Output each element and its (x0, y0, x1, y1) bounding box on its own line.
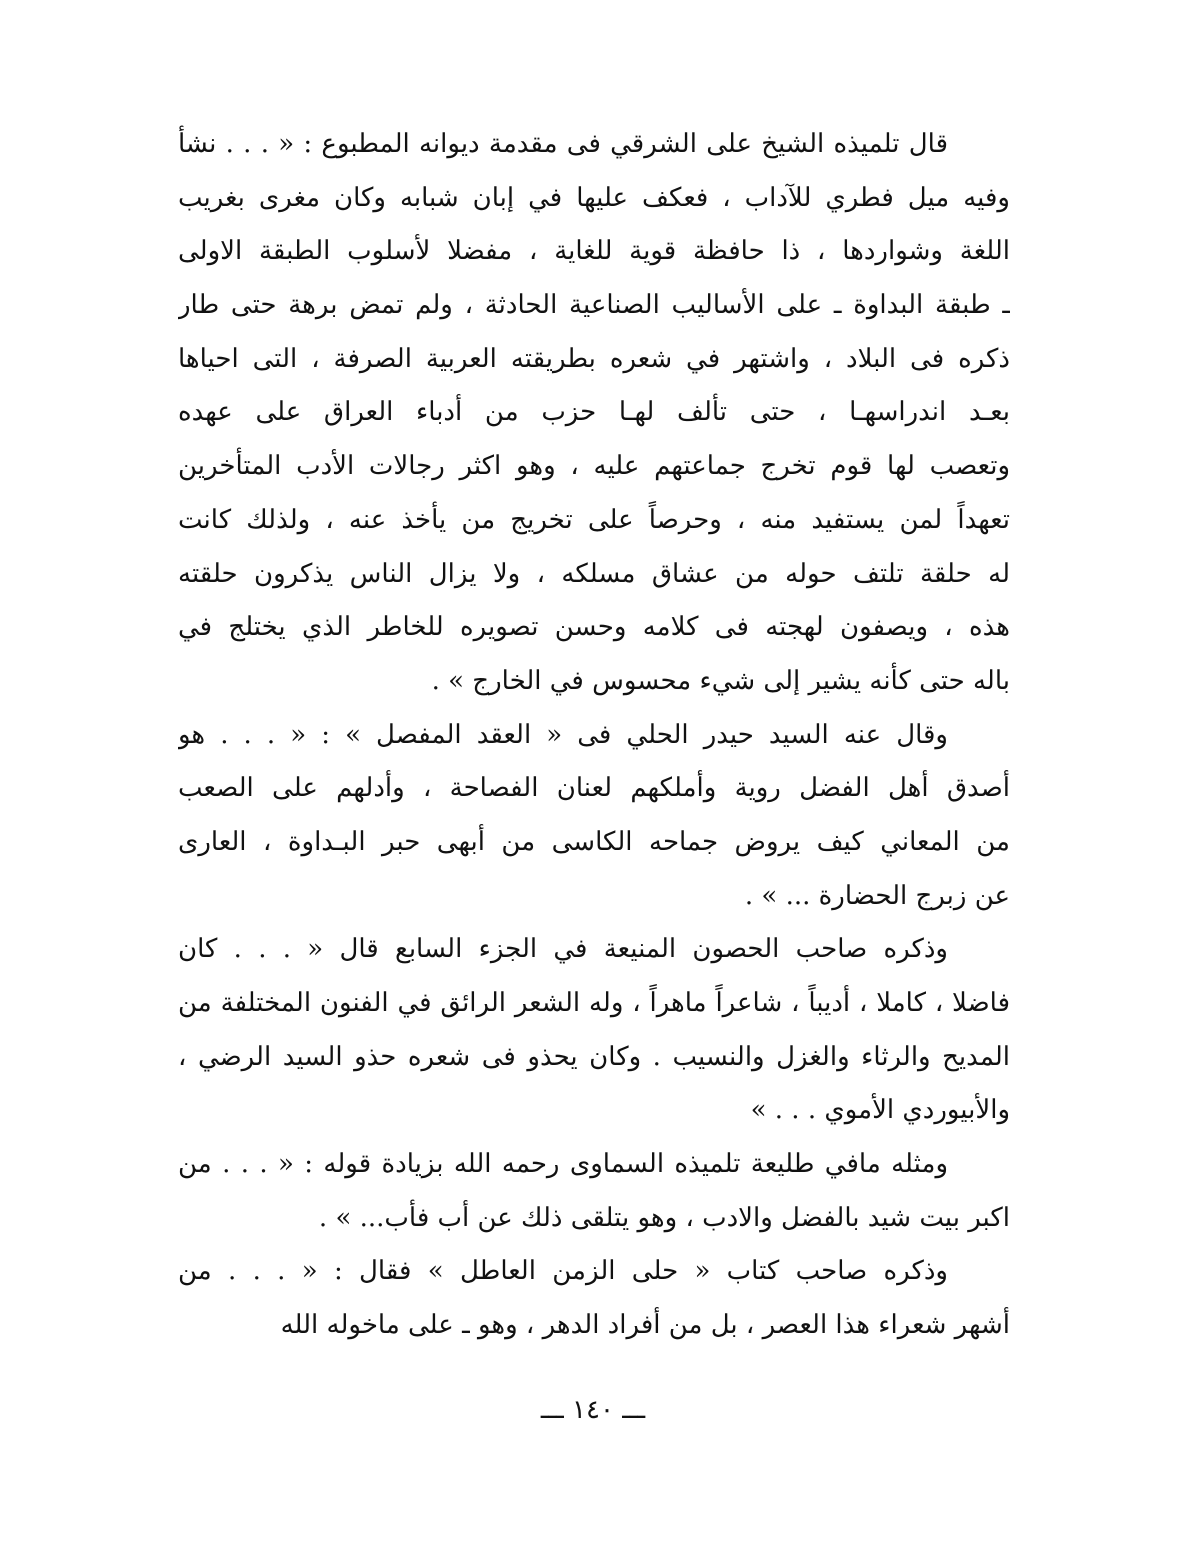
text-line: من المعاني كيف يروض جماحه الكاسى من أبهى حبر البـداوة ، العارى (178, 826, 1010, 857)
text-line: له حلقة تلتف حوله من عشاق مسلكه ، ولا يزال الناس يذكرون حلقته (178, 558, 1010, 589)
text-line: ومثله مافي طليعة تلميذه السماوى رحمه الله بزيادة قوله : « . . . من (178, 1149, 948, 1180)
text-line: ذكره فى البلاد ، واشتهر في شعره بطريقته العربية الصرفة ، التى احياها (178, 343, 1010, 374)
text-line: وفيه ميل فطري للآداب ، فعكف عليها في إبان شبابه وكان مغرى بغريب (178, 182, 1010, 213)
text-line: وذكره صاحب الحصون المنيعة في الجزء السابع قال « . . . كان (178, 934, 948, 965)
text-line: اللغة وشواردها ، ذا حافظة قوية للغاية ، مفضلا لأسلوب الطبقة الاولى (178, 236, 1010, 267)
text-line: وتعصب لها قوم تخرج جماعتهم عليه ، وهو اكثر رجالات الأدب المتأخرين (178, 451, 1010, 482)
page-number: ـــ ١٤٠ ـــ (540, 1395, 646, 1425)
body-text (178, 118, 1010, 1353)
text-line: هذه ، ويصفون لهجته فى كلامه وحسن تصويره للخاطر الذي يختلج في (178, 612, 1010, 643)
text-line: تعهداً لمن يستفيد منه ، وحرصاً على تخريج من يأخذ عنه ، ولذلك كانت (178, 504, 1010, 535)
text-line: المديح والرثاء والغزل والنسيب . وكان يحذو فى شعره حذو السيد الرضي ، (178, 1041, 1010, 1072)
text-line: عن زبرج الحضارة ... » . (744, 880, 1010, 911)
text-line: والأبيوردي الأموي . . . » (750, 1095, 1010, 1126)
text-line: وذكره صاحب كتاب « حلى الزمن العاطل » فقال : « . . . من (178, 1256, 948, 1287)
text-line: وقال عنه السيد حيدر الحلي فى « العقد المفصل » : « . . . هو (178, 719, 948, 750)
text-line: ـ طبقة البداوة ـ على الأساليب الصناعية الحادثة ، ولم تمض برهة حتى طار (178, 290, 1010, 321)
text-line: أصدق أهل الفضل روية وأملكهم لعنان الفصاحة ، وأدلهم على الصعب (178, 773, 1010, 804)
text-line: فاضلا ، كاملا ، أديباً ، شاعراً ماهراً ، وله الشعر الرائق في الفنون المختلفة من (178, 988, 1010, 1018)
text-line: بعـد اندراسهـا ، حتى تألف لهـا حزب من أدباء العراق على عهده (178, 397, 1010, 428)
text-line: قال تلميذه الشيخ على الشرقي فى مقدمة ديوانه المطبوع : « . . . نشأ (178, 129, 948, 159)
text-line: باله حتى كأنه يشير إلى شيء محسوس في الخارج » . (431, 665, 1010, 696)
text-line: اكبر بيت شيد بالفضل والادب ، وهو يتلقى ذلك عن أب فأب... » . (318, 1202, 1010, 1233)
text-line: أشهر شعراء هذا العصر ، بل من أفراد الدهر ، وهو ـ على ماخوله الله (280, 1310, 1010, 1341)
